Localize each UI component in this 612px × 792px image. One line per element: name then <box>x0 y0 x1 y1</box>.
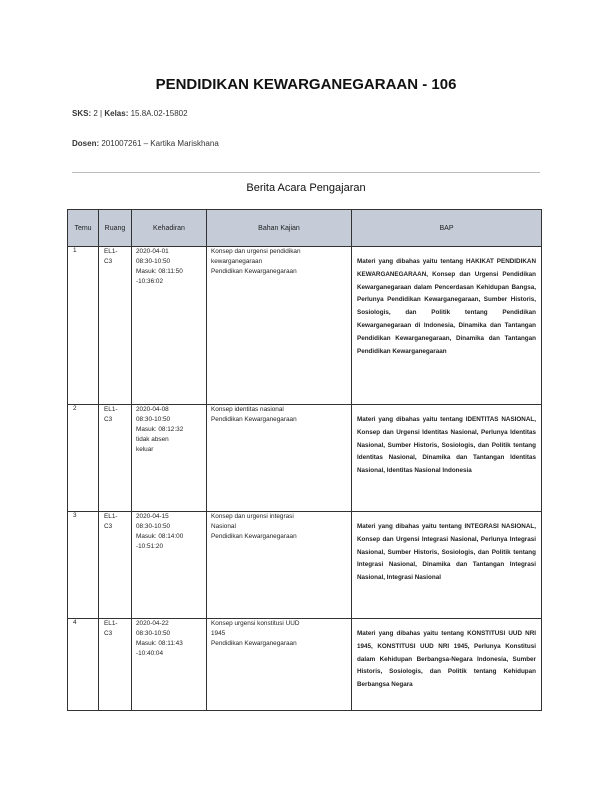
kehadiran-cell: 2020-04-22 08:30-10:50 Masuk: 08:11:43 -10:40:04 <box>136 620 183 657</box>
kehadiran-cell: 2020-04-08 08:30-10:50 Masuk: 08:12:32 tidak absen keluar <box>136 406 184 453</box>
meta-separator: | <box>100 109 103 118</box>
course-meta <box>72 109 188 118</box>
table-header-row <box>68 210 542 247</box>
bahan-kajian-cell: Konsep identitas nasional Pendidikan Kewarganegaraan <box>211 406 297 423</box>
header-bap: BAP <box>352 210 542 247</box>
kehadiran-cell: 2020-04-01 08:30-10:50 Masuk: 08:11:50 -10:36:02 <box>136 248 183 285</box>
header-bahan-kajian: Bahan Kajian <box>207 210 352 247</box>
kehadiran-cell: 2020-04-15 08:30-10:50 Masuk: 08:14:00 -10:51:20 <box>136 513 184 550</box>
bap-cell: Materi yang dibahas yaitu tentang IDENTITAS NASIONAL, Konsep dan Urgensi Identitas Nasional, Perlunya Identitas Nasional, Sumber Historis, Sosiologis, dan Politik tentang Identitas Nasional, Dinamika dan Tantangan Identitas Nasional, Identitas Nasional Indonesia <box>357 416 536 475</box>
sks-label: SKS: <box>72 109 92 118</box>
temu-cell: 2 <box>73 405 77 412</box>
bahan-kajian-cell: Konsep dan urgensi pendidikan kewarganegaraan Pendidikan Kewarganegaraan <box>211 248 301 275</box>
divider <box>72 172 540 173</box>
table-row <box>68 405 542 512</box>
bap-cell: Materi yang dibahas yaitu tentang HAKIKAT PENDIDIKAN KEWARGANEGARAAN, Konsep dan Urgensi Pendidikan Kewarganegaraan dalam Pencerdasan Kehidupan Bangsa, Perlunya Pendidikan Kewarganegaraan, Sumber Historis, Sosiologis, dan Politik tentang Pendidikan Kewarganegaraan di Indonesia, Dinamika dan Tantangan Pendidikan Kewarganegaraan, Dinamika dan Tantangan Pendidikan Kewarganegaraan <box>357 258 536 355</box>
temu-cell: 3 <box>73 512 77 519</box>
page-title: PENDIDIKAN KEWARGANEGARAAN - 106 <box>155 76 457 93</box>
header-ruang: Ruang <box>99 210 132 247</box>
bap-cell: Materi yang dibahas yaitu tentang INTEGRASI NASIONAL, Konsep dan Urgensi Integrasi Nasional, Perlunya Integrasi Nasional, Sumber Historis, Sosiologis, dan Politik tentang Integrasi Nasional, Dinamika dan Tantangan Integrasi Nasional, Integrasi Nasional <box>357 523 536 582</box>
sks-value: 2 <box>93 109 98 118</box>
table-row <box>68 512 542 619</box>
header-kehadiran: Kehadiran <box>132 210 207 247</box>
table-row <box>68 619 542 711</box>
ruang-cell: EL1- C3 <box>104 513 118 530</box>
temu-cell: 4 <box>73 619 77 626</box>
ruang-cell: EL1- C3 <box>104 620 118 637</box>
bap-table <box>67 209 542 711</box>
lecturer-meta <box>72 139 219 148</box>
header-temu: Temu <box>68 210 99 247</box>
kelas-value: 15.8A.02-15802 <box>130 109 188 118</box>
kelas-label: Kelas: <box>104 109 129 118</box>
bap-cell: Materi yang dibahas yaitu tentang KONSTITUSI UUD NRI 1945, KONSTITUSI UUD NRI 1945, Perlunya Konstitusi dalam Kehidupan Berbangsa-Negara Indonesia, Sumber Historis, Sosiologis, dan Politik tentang Kehidupan Berbangsa Negara <box>357 630 536 689</box>
temu-cell: 1 <box>73 247 77 254</box>
dosen-value: 201007261 – Kartika Mariskhana <box>101 139 219 148</box>
table-row <box>68 247 542 405</box>
bahan-kajian-cell: Konsep urgensi konstitusi UUD 1945 Pendidikan Kewarganegaraan <box>211 620 300 647</box>
ruang-cell: EL1- C3 <box>104 248 118 265</box>
dosen-label: Dosen: <box>72 139 100 148</box>
bahan-kajian-cell: Konsep dan urgensi integrasi Nasional Pendidikan Kewarganegaraan <box>211 513 297 540</box>
ruang-cell: EL1- C3 <box>104 406 118 423</box>
section-title: Berita Acara Pengajaran <box>246 182 366 194</box>
